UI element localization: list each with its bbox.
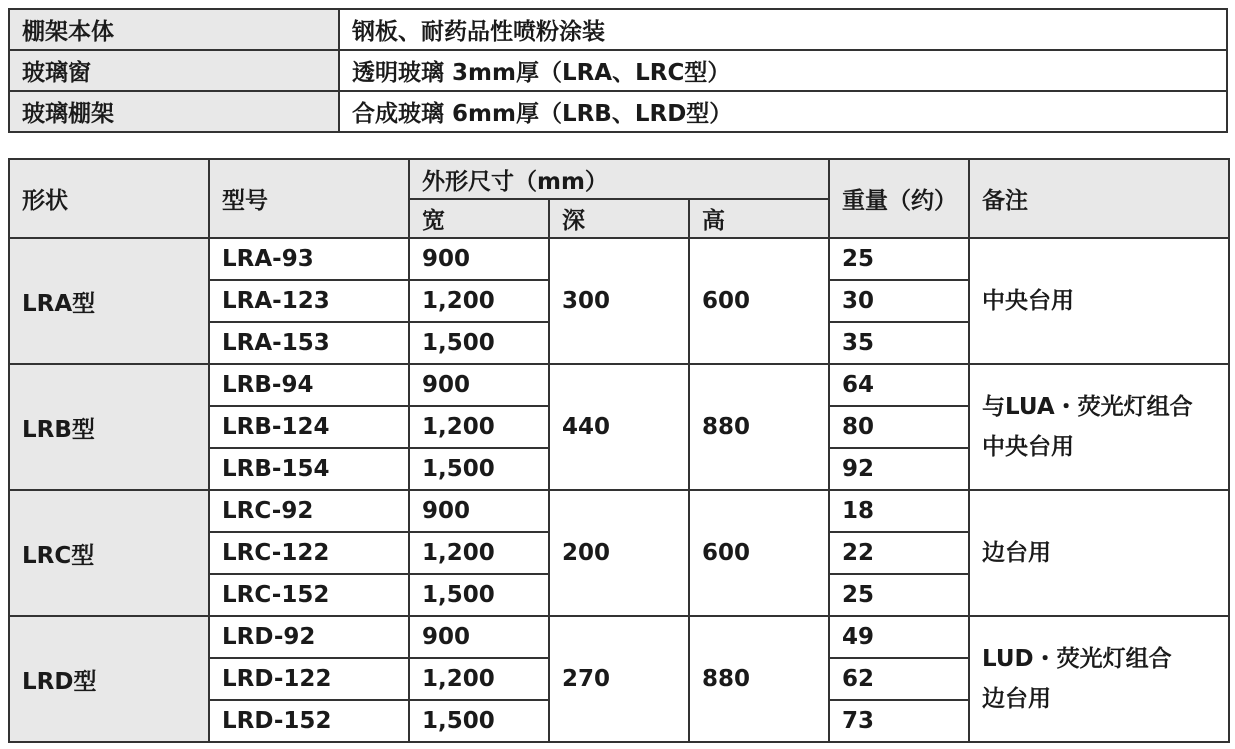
model-cell: LRD-92 (209, 616, 409, 658)
spec-row (9, 91, 1227, 132)
height-cell: 600 (689, 238, 829, 364)
width-cell: 1,200 (409, 280, 549, 322)
header-shape: 形状 (9, 159, 209, 238)
weight-cell: 25 (829, 238, 969, 280)
model-table (8, 158, 1230, 743)
table-row (9, 616, 1229, 658)
note-cell (969, 238, 1229, 364)
shape-cell: LRA型 (9, 238, 209, 364)
depth-cell: 300 (549, 238, 689, 364)
width-cell: 1,500 (409, 448, 549, 490)
width-cell: 1,500 (409, 574, 549, 616)
spec-value: 合成玻璃 6mm厚（LRB、LRD型） (339, 91, 1227, 132)
model-cell: LRB-154 (209, 448, 409, 490)
weight-cell: 18 (829, 490, 969, 532)
note-line: 与LUA・荧光灯组合 (982, 394, 1193, 420)
depth-cell: 270 (549, 616, 689, 742)
spec-value: 钢板、耐药品性喷粉涂装 (339, 9, 1227, 50)
model-cell: LRD-122 (209, 658, 409, 700)
model-cell: LRA-153 (209, 322, 409, 364)
note-line: 边台用 (982, 686, 1052, 712)
width-cell: 900 (409, 490, 549, 532)
width-cell: 1,500 (409, 700, 549, 742)
header-note: 备注 (969, 159, 1229, 238)
height-cell: 880 (689, 364, 829, 490)
shape-cell: LRD型 (9, 616, 209, 742)
width-cell: 1,200 (409, 658, 549, 700)
spec-value: 透明玻璃 3mm厚（LRA、LRC型） (339, 50, 1227, 91)
model-cell: LRC-152 (209, 574, 409, 616)
weight-cell: 92 (829, 448, 969, 490)
header-height: 高 (689, 199, 829, 238)
table-row (9, 238, 1229, 280)
height-cell: 600 (689, 490, 829, 616)
note-cell (969, 616, 1229, 742)
weight-cell: 64 (829, 364, 969, 406)
header-depth: 深 (549, 199, 689, 238)
header-weight: 重量（约） (829, 159, 969, 238)
note-line: 中央台用 (982, 434, 1075, 460)
spec-table (8, 8, 1228, 133)
weight-cell: 80 (829, 406, 969, 448)
shape-cell: LRC型 (9, 490, 209, 616)
note-cell (969, 364, 1229, 490)
model-cell: LRB-124 (209, 406, 409, 448)
spec-row (9, 50, 1227, 91)
weight-cell: 49 (829, 616, 969, 658)
spec-table-body (9, 9, 1227, 132)
model-cell: LRC-122 (209, 532, 409, 574)
header-width: 宽 (409, 199, 549, 238)
shape-cell: LRB型 (9, 364, 209, 490)
header-dimensions: 外形尺寸（mm） (409, 159, 829, 199)
width-cell: 900 (409, 238, 549, 280)
width-cell: 900 (409, 616, 549, 658)
model-cell: LRC-92 (209, 490, 409, 532)
weight-cell: 25 (829, 574, 969, 616)
model-table-header (9, 159, 1229, 238)
depth-cell: 200 (549, 490, 689, 616)
model-cell: LRB-94 (209, 364, 409, 406)
spec-label: 玻璃窗 (9, 50, 339, 91)
depth-cell: 440 (549, 364, 689, 490)
width-cell: 1,200 (409, 406, 549, 448)
note-line: LUD・荧光灯组合 (982, 646, 1172, 672)
height-cell: 880 (689, 616, 829, 742)
note-cell (969, 490, 1229, 616)
width-cell: 1,200 (409, 532, 549, 574)
weight-cell: 30 (829, 280, 969, 322)
spec-label: 棚架本体 (9, 9, 339, 50)
table-row (9, 490, 1229, 532)
width-cell: 900 (409, 364, 549, 406)
weight-cell: 73 (829, 700, 969, 742)
spec-label: 玻璃棚架 (9, 91, 339, 132)
table-row (9, 364, 1229, 406)
weight-cell: 22 (829, 532, 969, 574)
weight-cell: 62 (829, 658, 969, 700)
weight-cell: 35 (829, 322, 969, 364)
model-cell: LRA-93 (209, 238, 409, 280)
note-line: 中央台用 (982, 288, 1075, 314)
width-cell: 1,500 (409, 322, 549, 364)
model-cell: LRA-123 (209, 280, 409, 322)
spec-row (9, 9, 1227, 50)
model-table-body (9, 238, 1229, 742)
model-cell: LRD-152 (209, 700, 409, 742)
header-row-top (9, 159, 1229, 199)
note-line: 边台用 (982, 540, 1052, 566)
header-model: 型号 (209, 159, 409, 238)
